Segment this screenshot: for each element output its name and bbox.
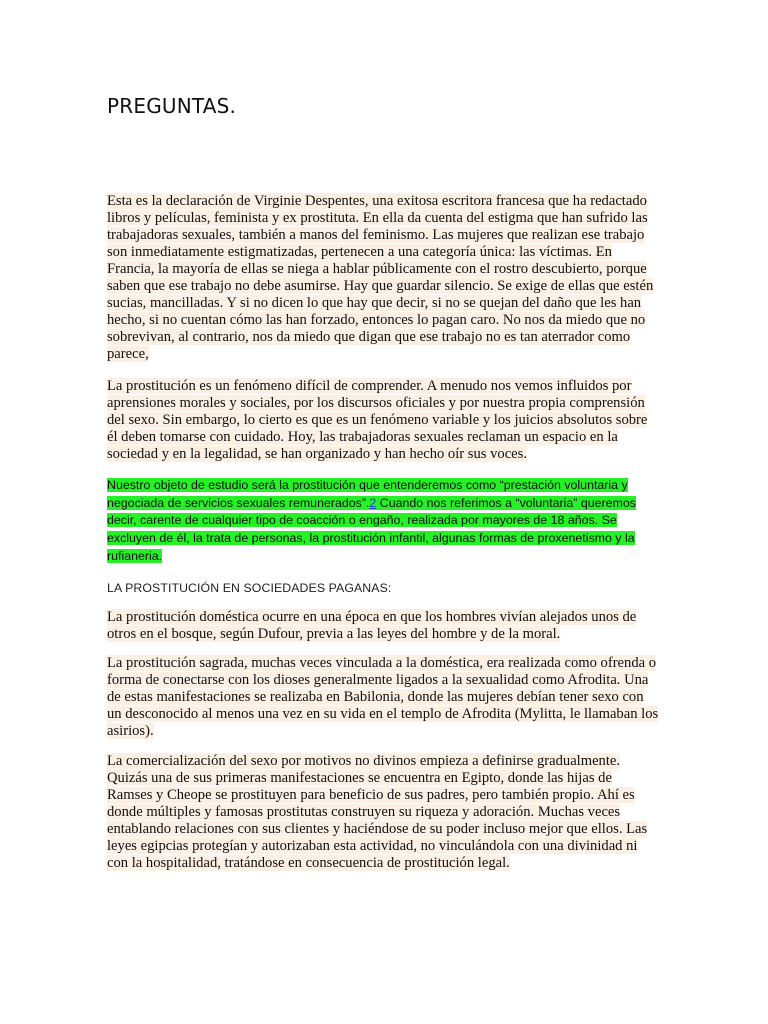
section-heading: LA PROSTITUCIÓN EN SOCIEDADES PAGANAS: [107,581,392,595]
objeto-estudio-before-ref: Nuestro objeto de estudio será la prostitución que entenderemos como “prestación voluntaria y negociada de servicios sexuales remunerados”. [107,478,628,510]
paragraph-fenomeno [107,378,659,463]
paragraph-comercializacion [107,753,659,872]
page-title: PREGUNTAS. [107,94,237,118]
paragraph-despentes [107,193,659,363]
paragraph-domestica-text: La prostitución doméstica ocurre en una época en que los hombres vivían alejados unos de otros en el bosque, según Dufour, previa a las leyes del hombre y de la moral. [107,609,637,642]
paragraph-comercializacion-text: La comercialización del sexo por motivos no divinos empieza a definirse gradualmente. Quizás una de sus primeras manifestaciones se encuentra en Egipto, donde las hijas de Ramses y Cheope se prostituyen para beneficio de sus padres, pero también propio. Ahí es donde múltiples y famosas prostitutas construyen su riqueza y adoración. Muchas veces entablando relaciones con sus clientes y haciéndose de su poder incluso mejor que ellos. Las leyes egipcias protegían y autorizaban esta actividad, no vinculándola con una divinidad ni con la hospitalidad, tratándose en consecuencia de prostitución legal. [107,753,648,871]
paragraph-objeto-estudio [107,477,659,566]
paragraph-sagrada-text: La prostitución sagrada, muchas veces vinculada a la doméstica, era realizada como ofrenda o forma de conectarse con los dioses generalmente ligados a la sexualidad como Afrodita. Una de estas manifestaciones se realizaba en Babilonia, donde las mujeres debían tener sexo con un desconocido al menos una vez en su vida en el templo de Afrodita (Mylitta, le llamaban los asirios). [107,655,659,739]
paragraph-objeto-estudio-text [107,478,636,563]
footnote-reference-link[interactable]: 2 [369,495,377,510]
paragraph-despentes-text: Esta es la declaración de Virginie Despentes, una exitosa escritora francesa que ha redactado libros y películas, feminista y ex prostituta. En ella da cuenta del estigma que han sufrido las trabajadoras sexuales, también a manos del feminismo. Las mujeres que realizan ese trabajo son inmediatamente estigmatizadas, pertenecen a una categoría única: las víctimas. En Francia, la mayoría de ellas se niega a hablar públicamente con el rostro descubierto, porque saben que ese trabajo no debe asumirse. Hay que guardar silencio. Se exige de ellas que estén sucias, mancilladas. Y si no dicen lo que hay que decir, si no se quejan del daño que les han hecho, si no cuentan cómo las han forzado, entonces lo pagan caro. No nos da miedo que no sobrevivan, al contrario, nos da miedo que digan que ese trabajo no es tan aterrador como parece, [107,193,654,362]
paragraph-fenomeno-text: La prostitución es un fenómeno difícil de comprender. A menudo nos vemos influidos por aprensiones morales y sociales, por los discursos oficiales y por nuestra propia comprensión del sexo. Sin embargo, lo cierto es que es un fenómeno variable y los juicios absolutos sobre él deben tomarse con cuidado. Hoy, las trabajadoras sexuales reclaman un espacio en la sociedad y en la legalidad, se han organizado y han hecho oír sus voces. [107,378,648,462]
paragraph-domestica [107,609,659,643]
objeto-estudio-after-ref: Cuando nos referimos a “voluntaria” queremos decir, carente de cualquier tipo de coacción o engaño, realizada por mayores de 18 años. Se excluyen de él, la trata de personas, la prostitución infantil, algunas formas de proxenetismo y la rufianeria. [107,495,636,563]
paragraph-sagrada [107,655,659,740]
